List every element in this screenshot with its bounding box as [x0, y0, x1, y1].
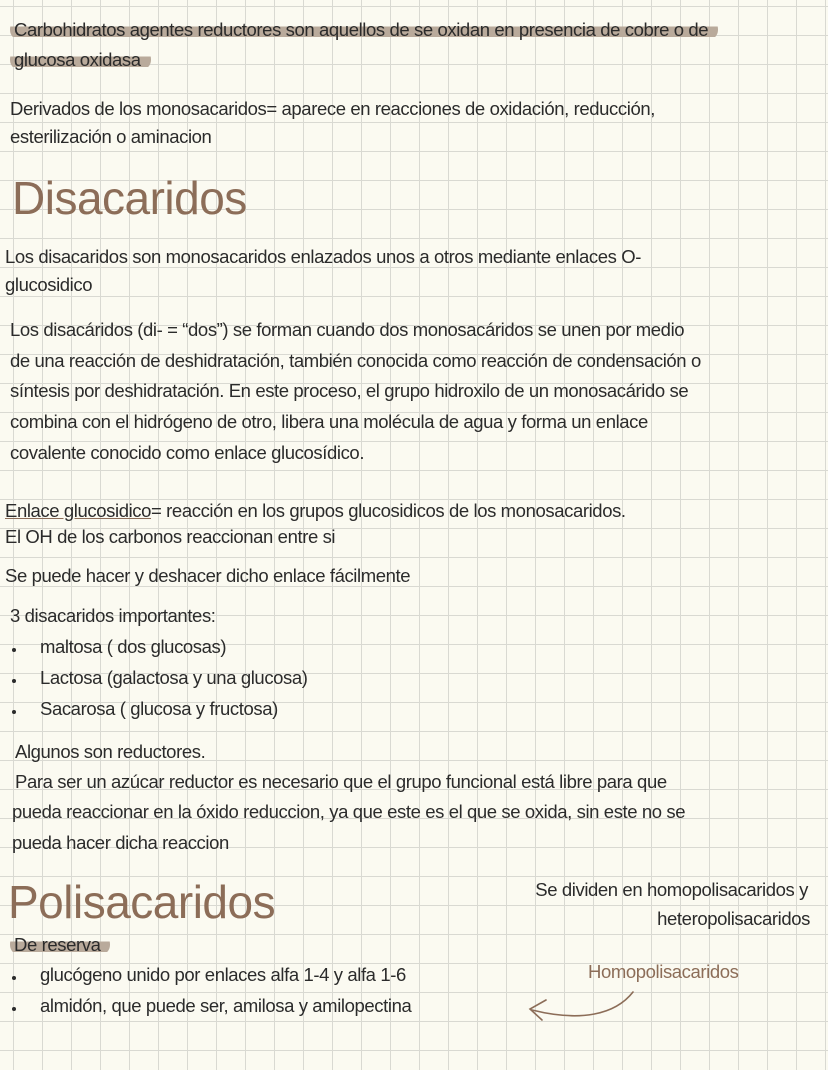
bullet-icon — [12, 648, 16, 652]
homopolisacaridos-annotation: Homopolisacaridos — [588, 961, 739, 982]
important-item: Lactosa (galactosa y una glucosa) — [40, 667, 308, 688]
reducing-agents-line-2: glucosa oxidasa — [10, 48, 151, 72]
bullet-icon — [12, 1007, 16, 1011]
enlace-line-2: El OH de los carbonos reaccionan entre si — [5, 526, 336, 547]
reductores-line: pueda hacer dicha reaccion — [12, 832, 229, 853]
paragraph-line: síntesis por deshidratación. En este proceso, el grupo hidroxilo de un monosacárido se — [10, 380, 689, 401]
division-line-1: Se dividen en homopolisacaridos y — [535, 879, 808, 900]
important-heading: 3 disacaridos importantes: — [10, 605, 216, 626]
curved-arrow-icon — [520, 990, 640, 1030]
disacaridos-def-line-1: Los disacaridos son monosacaridos enlazados unos a otros mediante enlaces O- — [5, 246, 641, 267]
paragraph-line: combina con el hidrógeno de otro, libera una molécula de agua y forma un enlace — [10, 411, 648, 432]
reducing-agents-line-1: Carbohidratos agentes reductores son aquellos de se oxidan en presencia de cobre o de — [10, 18, 718, 42]
reductores-line: Algunos son reductores. — [15, 741, 206, 762]
enlace-definition — [5, 499, 626, 523]
bullet-icon — [12, 976, 16, 980]
division-line-2: heteropolisacaridos — [657, 908, 810, 929]
important-item: maltosa ( dos glucosas) — [40, 636, 227, 657]
reserva-item: glucógeno unido por enlaces alfa 1-4 y alfa 1-6 — [40, 964, 406, 985]
enlace-def: = reacción en los grupos glucosidicos de los monosacaridos. — [151, 500, 626, 521]
polisacaridos-heading: Polisacaridos — [8, 876, 276, 928]
derivados-line-2: esterilización o aminacion — [10, 126, 212, 147]
reductores-line: pueda reaccionar en la óxido reduccion, ya que este es el que se oxida, sin este no se — [12, 801, 686, 822]
disacaridos-def-line-2: glucosidico — [5, 274, 93, 295]
paragraph-line: Los disacáridos (di- = “dos”) se forman cuando dos monosacáridos se unen por medio — [10, 319, 685, 340]
important-item: Sacarosa ( glucosa y fructosa) — [40, 698, 278, 719]
bullet-icon — [12, 710, 16, 714]
reserva-label: De reserva — [10, 933, 110, 957]
paragraph-line: de una reacción de deshidratación, también conocida como reacción de condensación o — [10, 350, 701, 371]
derivados-line-1: Derivados de los monosacaridos= aparece en reacciones de oxidación, reducción, — [10, 98, 655, 119]
reductores-line: Para ser un azúcar reductor es necesario que el grupo funcional está libre para que — [15, 771, 667, 792]
enlace-line-3: Se puede hacer y deshacer dicho enlace fácilmente — [5, 565, 411, 586]
reserva-item: almidón, que puede ser, amilosa y amilopectina — [40, 995, 412, 1016]
enlace-term: Enlace glucosidico — [5, 500, 152, 521]
paragraph-line: covalente conocido como enlace glucosídico. — [10, 442, 365, 463]
bullet-icon — [12, 679, 16, 683]
disacaridos-heading: Disacaridos — [12, 172, 247, 224]
